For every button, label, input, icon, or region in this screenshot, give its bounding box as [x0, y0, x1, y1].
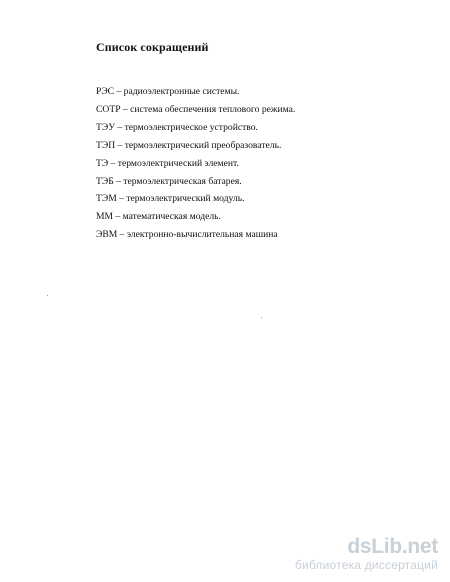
- abbreviation-list: [96, 83, 295, 244]
- abbreviation-item: ТЭБ – термоэлектрическая батарея.: [96, 175, 242, 187]
- abbreviation-item: ММ – математическая модель.: [96, 211, 221, 223]
- abbreviation-item: ТЭУ – термоэлектрическое устройство.: [96, 121, 258, 133]
- scan-speck: [261, 317, 262, 318]
- abbreviation-item: РЭС – радиоэлектронные системы.: [96, 86, 240, 97]
- abbreviation-item: ТЭМ – термоэлектрический модуль.: [96, 193, 245, 205]
- abbreviation-item: ЭВМ – электронно-вычислительная машина: [96, 229, 278, 241]
- abbreviation-item: ТЭП – термоэлектрический преобразователь.: [96, 139, 282, 151]
- watermark-logo: dsLib.net: [347, 535, 438, 558]
- page-title: Список сокращений: [96, 40, 209, 54]
- abbreviation-item: ТЭ – термоэлектрический элемент.: [96, 157, 239, 169]
- watermark: [295, 536, 438, 572]
- scan-speck: [47, 295, 48, 296]
- watermark-tagline: библиотека диссертаций: [294, 558, 438, 572]
- abbreviation-item: СОТР – система обеспечения теплового режима.: [96, 103, 296, 115]
